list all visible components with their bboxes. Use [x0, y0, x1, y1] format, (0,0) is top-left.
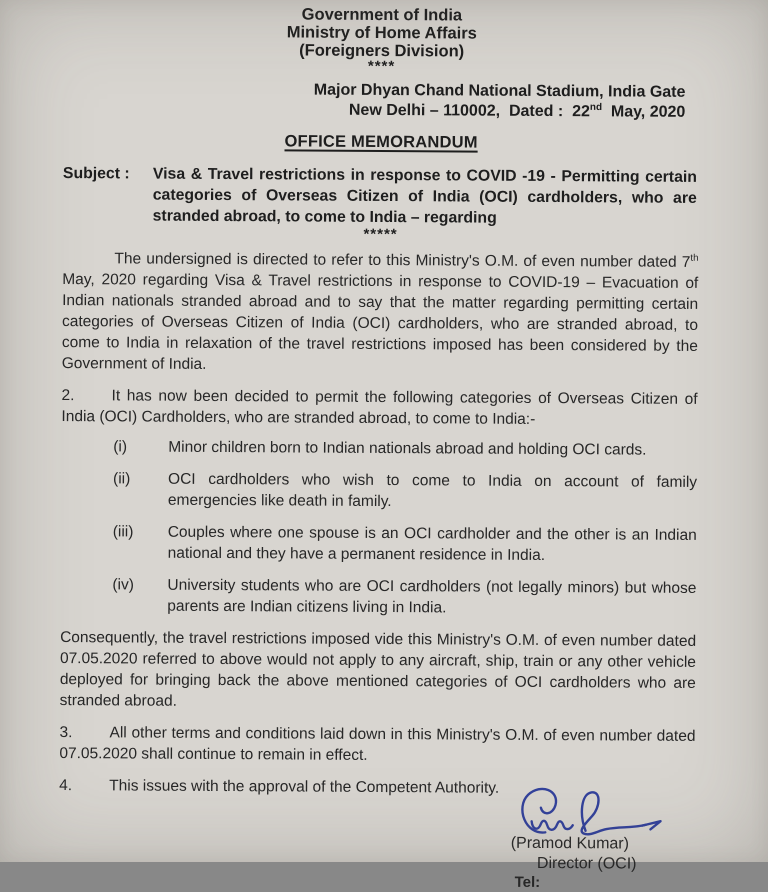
paragraph-1-prefix: The undersigned is directed to refer to this Ministry's O.M. of even number dated 7 — [114, 250, 691, 271]
list-item-marker: (iii) — [112, 523, 134, 541]
paragraph-3-text: All other terms and conditions laid down in this Ministry's O.M. of even number dated 07.05.2020 shall continue to remain in effect. — [59, 724, 696, 764]
letterhead-line-ministry: Ministry of Home Affairs — [286, 23, 477, 43]
list-item-text: Couples where one spouse is an OCI cardholder and the other is an Indian national and they have a permanent residence in India. — [167, 523, 697, 564]
memo-title: OFFICE MEMORANDUM — [284, 132, 478, 152]
paragraph-consequently: Consequently, the travel restrictions imposed vide this Ministry's O.M. of even number dated 07.05.2020 referred to above would not apply to any aircraft, ship, train or any other vehicle deployed for bringing back the above mentioned categories of OCI cardholders who are stranded abroad. — [59, 629, 697, 710]
subject-stars: ***** — [363, 225, 398, 244]
list-item — [61, 468, 697, 514]
list-item-text: OCI cardholders who wish to come to India on account of family emergencies like death in family. — [167, 470, 698, 511]
paragraph-2-number: 2. — [61, 387, 75, 405]
clipped-bottom-line: Tel: — [514, 873, 541, 891]
date-line-prefix: New Delhi – 110002, Dated : 22 — [348, 101, 590, 120]
paragraph-1-ordinal: th — [690, 252, 699, 264]
list-item-text: Minor children born to Indian nationals abroad and holding OCI cards. — [168, 438, 647, 459]
date-line-suffix: May, 2020 — [601, 102, 686, 121]
address-line: Major Dhyan Chand National Stadium, India Gate — [313, 81, 686, 101]
paragraph-4-text: This issues with the approval of the Competent Authority. — [109, 777, 500, 797]
letterhead-line-government: Government of India — [301, 5, 463, 25]
signature-block — [455, 782, 686, 891]
paragraph-1-suffix: May, 2020 regarding Visa & Travel restrictions in response to COVID-19 – Evacuation of Indian nationals stranded abroad and to say that the matter regarding permitting certain categories of Overseas Citizen of India (OCI) cardholders, who are stranded abroad, to come to India in relaxation of the travel restrictions imposed has been considered by the Government of India. — [61, 271, 699, 373]
signatory-title: Director (OCI) — [536, 854, 637, 873]
address-dateline — [63, 79, 699, 122]
list-item-marker: (iv) — [112, 576, 135, 594]
subject-text: Visa & Travel restrictions in response to COVID -19 - Permitting certain categories of Overseas Citizen of India (OCI) cardholders, who are stranded abroad, to come to India – regarding — [152, 165, 697, 227]
paragraph-4-number: 4. — [59, 777, 73, 795]
list-item — [60, 574, 696, 620]
memo-title-wrap — [63, 131, 699, 154]
subject-label: Subject : — [62, 165, 130, 183]
list-item-marker: (ii) — [113, 470, 131, 488]
paragraph-3 — [59, 722, 695, 768]
list-item-marker: (i) — [113, 438, 128, 456]
letterhead-line-division: (Foreigners Division) — [299, 41, 465, 61]
paragraph-3-number: 3. — [59, 724, 73, 742]
paragraph-2 — [61, 385, 697, 431]
letterhead-stars: **** — [367, 57, 396, 76]
paragraph-1 — [62, 248, 699, 378]
subject-block — [63, 163, 699, 230]
category-list — [60, 436, 697, 620]
signatory-name: (Pramod Kumar) — [510, 834, 630, 853]
paragraph-2-text: It has now been decided to permit the following categories of Overseas Citizen of India (OCI) Cardholders, who are stranded abroad, to come to India:- — [61, 387, 698, 428]
letterhead — [64, 4, 700, 74]
date-ordinal-suffix: nd — [589, 101, 603, 113]
list-item — [61, 436, 697, 461]
list-item — [61, 521, 697, 567]
date-line — [63, 99, 685, 122]
list-item-text: University students who are OCI cardholders (not legally minors) but whose parents are Indian citizens living in India. — [167, 576, 697, 617]
